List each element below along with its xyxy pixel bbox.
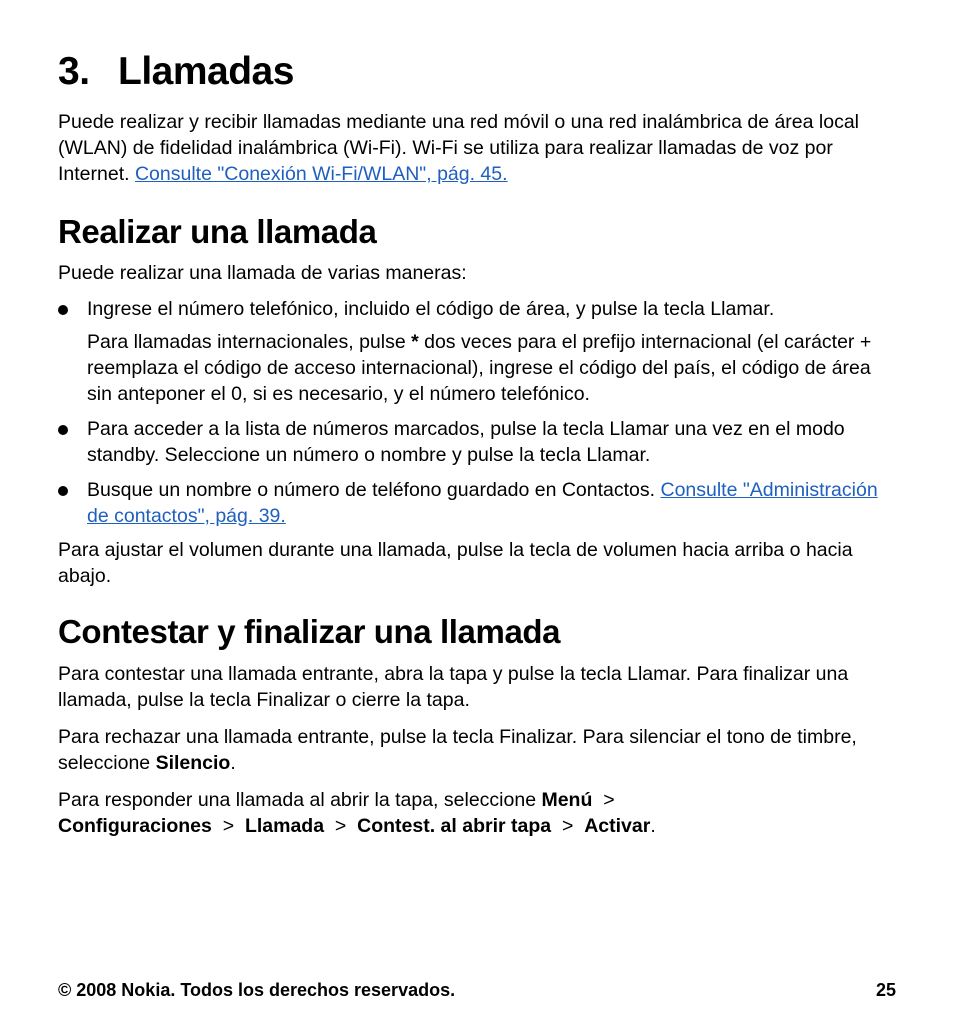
chapter-number: 3. <box>58 50 90 93</box>
section-heading-contestar: Contestar y finalizar una llamada <box>58 613 561 650</box>
star-key: * <box>411 331 419 353</box>
intro-text: Puede realizar y recibir llamadas mediante una red móvil o una red inalámbrica de área local (WLAN) de fidelidad inalámbrica (Wi-Fi). Wi-Fi se utiliza para realizar llamadas de voz por Internet. <box>58 111 860 185</box>
bullet-icon <box>58 305 68 315</box>
bullet-text: Para acceder a la lista de números marcados, pulse la tecla Llamar una vez en el modo standby. Seleccione un número o nombre y pulse la tecla Llamar. <box>87 418 845 466</box>
answer-paragraph: Para contestar una llamada entrante, abra la tapa y pulse la tecla Llamar. Para finalizar una llamada, pulse la tecla Finalizar o cierre la tapa. <box>58 663 849 711</box>
period: . <box>650 815 656 837</box>
separator: > <box>561 815 574 837</box>
sub-text-b: dos veces para el prefijo internacional (el carácter + reemplaza el código de acceso internacional), ingrese el código del país, el código de área sin anteponer el 0, si es necesario, y el número telefónico. <box>87 331 872 405</box>
menu-item-configuraciones: Configuraciones <box>58 815 212 837</box>
list-item <box>58 296 898 406</box>
contacts-link[interactable]: Consulte "Administración de contactos", pág. 39. <box>87 479 878 527</box>
section1-lead: Puede realizar una llamada de varias maneras: <box>58 262 467 284</box>
bullet-icon <box>58 425 68 435</box>
bullet-subparagraph <box>87 329 899 407</box>
volume-paragraph: Para ajustar el volumen durante una llamada, pulse la tecla de volumen hacia arriba o hacia abajo. <box>58 539 853 587</box>
reject-text: Para rechazar una llamada entrante, pulse la tecla Finalizar. Para silenciar el tono de timbre, seleccione <box>58 726 857 774</box>
separator: > <box>222 815 235 837</box>
bullet-text: Ingrese el número telefónico, incluido el código de área, y pulse la tecla Llamar. <box>87 298 775 320</box>
list-item <box>58 477 898 532</box>
menu-item-contest: Contest. al abrir tapa <box>357 815 552 837</box>
separator: > <box>603 789 615 811</box>
flip-answer-paragraph <box>58 787 898 839</box>
wifi-link[interactable]: Consulte "Conexión Wi-Fi/WLAN", pág. 45. <box>134 163 508 185</box>
menu-item-menu: Menú <box>541 789 593 811</box>
chapter-name: Llamadas <box>118 50 294 93</box>
sub-text-a: Para llamadas internacionales, pulse <box>87 331 412 353</box>
bullet-text <box>87 477 899 529</box>
page-footer <box>58 980 896 1001</box>
list-item <box>58 416 898 471</box>
reject-paragraph <box>58 724 898 776</box>
bullet-icon <box>58 486 68 496</box>
section-heading-realizar: Realizar una llamada <box>58 213 377 250</box>
separator: > <box>334 815 347 837</box>
bullet-text-a: Busque un nombre o número de teléfono guardado en Contactos. <box>87 479 661 501</box>
silencio-option: Silencio <box>155 752 231 774</box>
copyright: © 2008 Nokia. Todos los derechos reservados. <box>58 980 456 1000</box>
chapter-title <box>58 50 294 94</box>
intro-paragraph <box>58 109 898 187</box>
menu-item-llamada: Llamada <box>244 815 325 837</box>
menu-item-activar: Activar <box>584 815 651 837</box>
flip-text: Para responder una llamada al abrir la tapa, seleccione <box>58 789 542 811</box>
page-number: 25 <box>875 980 896 1000</box>
period: . <box>230 752 236 774</box>
